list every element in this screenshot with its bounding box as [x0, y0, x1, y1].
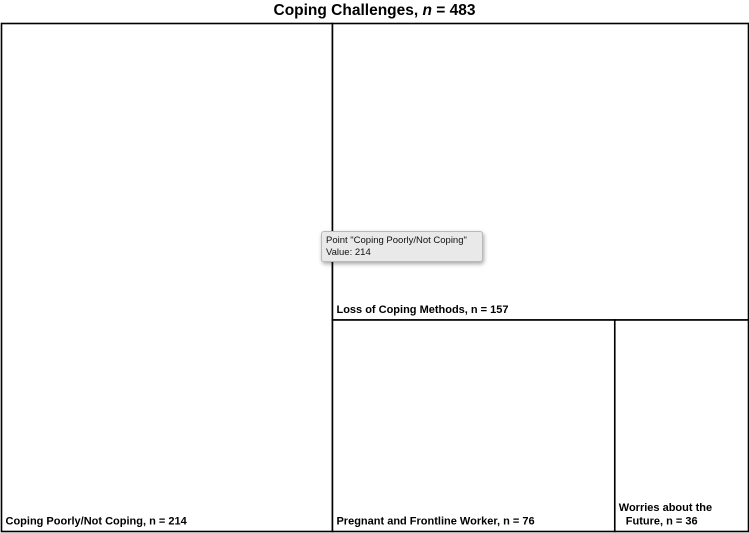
- chart-title-suffix: = 483: [431, 2, 476, 19]
- tooltip-point-value: Value: 214: [326, 247, 371, 258]
- treemap-tile-pregnant-and-frontline-worker[interactable]: [332, 320, 614, 532]
- hover-tooltip: [321, 231, 483, 262]
- treemap-tile-label: Worries about the Future, n = 36: [618, 502, 713, 528]
- treemap-tile-loss-of-coping-methods[interactable]: [332, 24, 748, 320]
- treemap-tile-worries-about-the-future[interactable]: [615, 320, 749, 532]
- treemap-tile-rect[interactable]: [332, 320, 614, 532]
- treemap-tile-rect[interactable]: [332, 24, 748, 320]
- treemap-tile-label: Coping Poorly/Not Coping, n = 214: [5, 515, 187, 528]
- chart-title-prefix: Coping Challenges,: [273, 2, 423, 19]
- treemap-tile-label: Pregnant and Frontline Worker, n = 76: [336, 515, 535, 528]
- treemap-tile-coping-poorly-not-coping[interactable]: [2, 24, 333, 532]
- treemap-tile-label: Loss of Coping Methods, n = 157: [336, 303, 509, 316]
- chart-title-n-symbol: n: [422, 2, 432, 19]
- treemap-tile-rect[interactable]: [615, 320, 749, 532]
- treemap-tile-rect[interactable]: [2, 24, 333, 532]
- tooltip-point-name: Point "Coping Poorly/Not Coping": [326, 235, 467, 246]
